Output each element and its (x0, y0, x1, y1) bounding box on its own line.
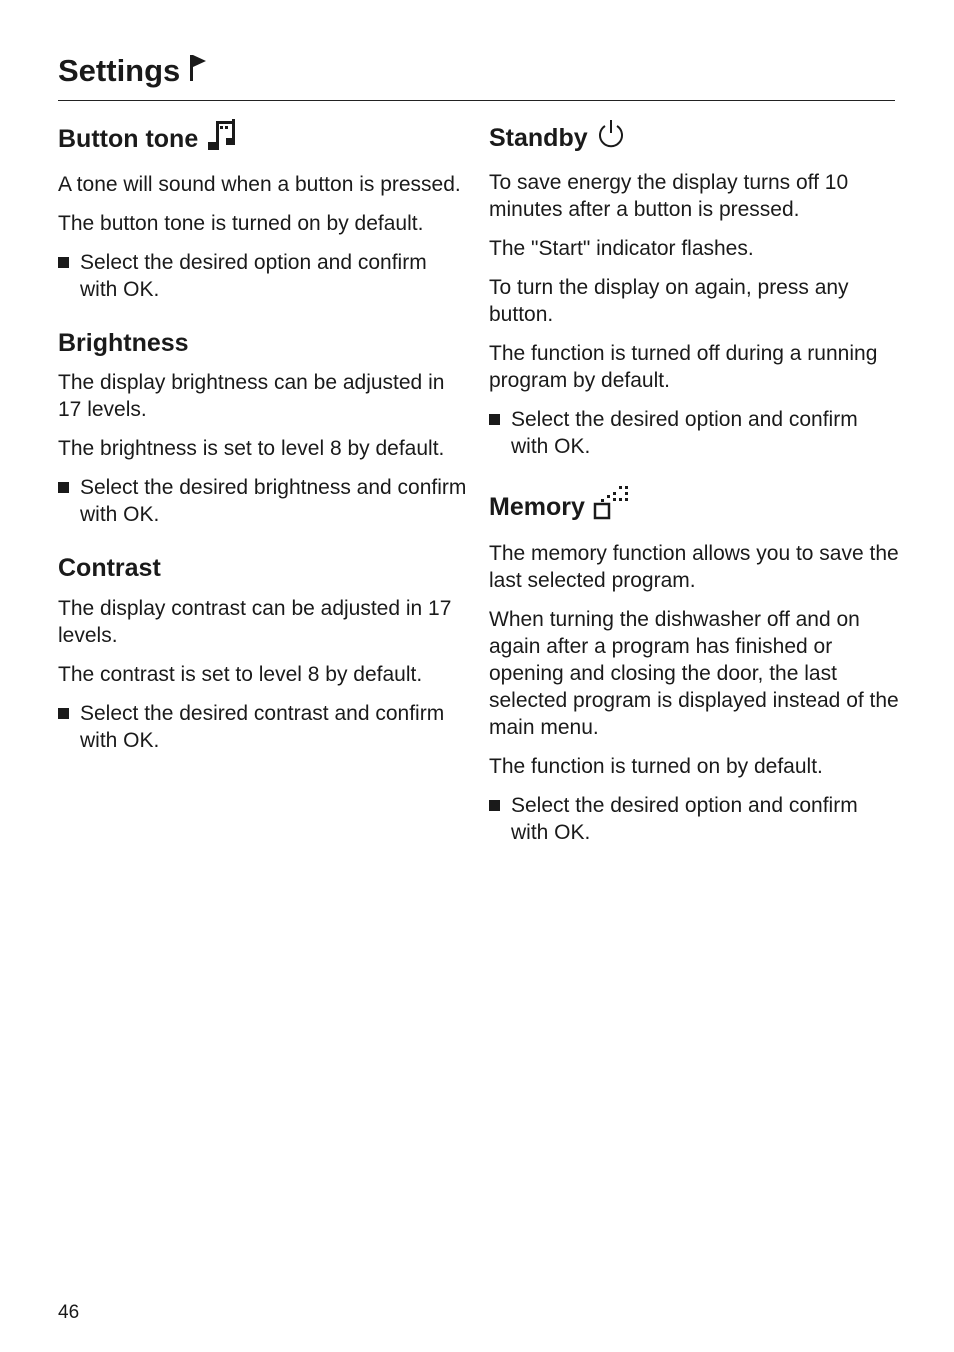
bullet-text: Select the desired contrast and confirm with OK. (80, 701, 445, 752)
paragraph: The brightness is set to level 8 by default. (58, 437, 445, 460)
section-heading (489, 118, 899, 159)
bullet-square-icon (58, 708, 69, 719)
paragraph: A tone will sound when a button is pressed. (58, 172, 461, 196)
bullet-square-icon (58, 482, 69, 493)
bullet-item (58, 249, 468, 303)
paragraph: The display brightness can be adjusted in 17 levels. (58, 371, 445, 421)
bullet-text: Select the desired option and confirm with OK. (511, 794, 858, 844)
paragraph: The "Start" indicator flashes. (489, 236, 754, 260)
paragraph: To turn the display on again, press any button. (489, 275, 849, 326)
page-title-text: Settings (58, 53, 181, 88)
section-memory (489, 484, 899, 847)
bullet-item (489, 792, 899, 846)
flag-icon (188, 52, 208, 90)
heading-text: Standby (489, 124, 588, 152)
section-standby (489, 118, 899, 460)
paragraph: The function is turned off during a running program by default. (489, 341, 878, 392)
bullet-square-icon (489, 414, 500, 425)
section-heading (58, 118, 468, 161)
page-title (58, 52, 208, 90)
section-heading (489, 484, 899, 531)
paragraph: The memory function allows you to save the last selected program. (489, 542, 899, 592)
section-contrast (58, 552, 468, 754)
memory-icon (593, 484, 631, 531)
paragraph: The button tone is turned on by default. (58, 211, 424, 235)
bullet-square-icon (58, 257, 69, 268)
right-column (489, 118, 899, 870)
paragraph: When turning the dishwasher off and on again after a program has finished or opening and closing the door, the last selected program is displayed instead of the main menu. (489, 608, 899, 739)
bullet-square-icon (489, 800, 500, 811)
section-heading (58, 327, 468, 360)
section-brightness (58, 327, 468, 529)
heading-text: Memory (489, 492, 585, 521)
page-number: 46 (58, 1302, 80, 1323)
paragraph: The contrast is set to level 8 by default. (58, 662, 423, 686)
bullet-text: Select the desired brightness and confirm with OK. (80, 476, 467, 526)
heading-text: Contrast (58, 554, 161, 582)
page-header (58, 48, 895, 101)
section-button-tone (58, 118, 468, 303)
left-column (58, 118, 468, 778)
music-note-icon (206, 118, 238, 161)
paragraph: The function is turned on by default. (489, 755, 823, 778)
bullet-item (58, 700, 468, 754)
paragraph: The display contrast can be adjusted in 17 levels. (58, 596, 452, 647)
heading-text: Brightness (58, 328, 189, 357)
paragraph: To save energy the display turns off 10 minutes after a button is pressed. (489, 170, 849, 221)
bullet-text: Select the desired option and confirm with OK. (511, 407, 858, 458)
bullet-item (489, 406, 899, 460)
bullet-text: Select the desired option and confirm with OK. (80, 250, 427, 301)
power-icon (596, 118, 626, 159)
bullet-item (58, 474, 468, 528)
section-heading (58, 552, 468, 585)
heading-text: Button tone (58, 125, 199, 153)
